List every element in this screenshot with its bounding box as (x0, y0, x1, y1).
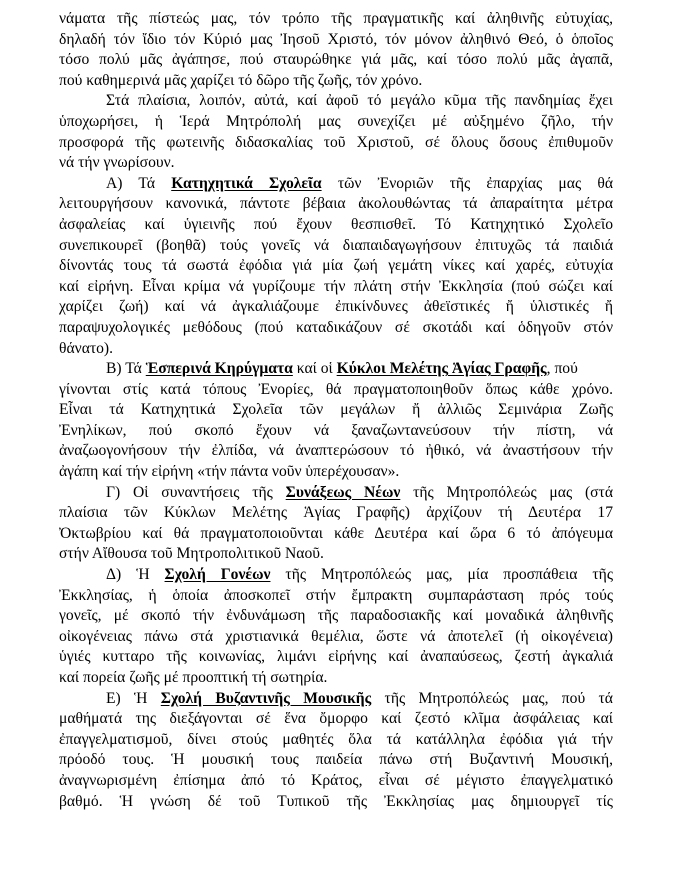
section-heading-line (59, 565, 613, 586)
section-c-youth-gathering (59, 483, 613, 565)
text-line: δηλαδή τόν ἴδιο τόν Κύριό μας Ἰησοῦ Χριστό, τόν μόνον ἀληθινό Θεό, ὁ ὁποῖος (59, 30, 613, 48)
section-first-rest: τῆς Μητροπόλεώς μας (στά (413, 483, 613, 501)
text-line: νάματα τῆς πίστεώς μας, τόν τρόπο τῆς πραγματικῆς καί ἀληθινῆς εὐτυχίας, (59, 10, 613, 27)
text-line: ἀναγνωρισμένη ἐπίσημα ἀπό τό Κράτος, εἶναι σέ μέγιστο ἐπαγγελματικό (59, 771, 613, 789)
text-line: τόσο πολύ μᾶς ἀγάπησε, πού σταυρώθηκε γιά μᾶς, καί τόσο πολύ μᾶς ἀγαπᾶ, (59, 51, 613, 69)
section-a-catechism-schools (59, 174, 613, 359)
section-label: Ε) (106, 689, 121, 707)
highlight-term: Σχολή Γονέων (164, 566, 271, 584)
text-line: ἀγάπη καί τήν εἰρήνη «τήν πάντα νοῦν ὑπερέχουσαν». (59, 463, 400, 481)
section-prefix: Ἡ (134, 689, 148, 707)
text-line: Ἐκκλησίας, ἡ ὁποία ἀποσκοπεῖ στήν ἔμπρακτη συμπαράσταση πρός τούς (59, 586, 613, 604)
section-d-parents-school (59, 565, 613, 689)
text-line: Ὀκτωβρίου καί θά πραγματοποιοῦνται κάθε Δευτέρα καί ὥρα 6 τό ἀπόγευμα (59, 524, 613, 542)
highlight-term-2: Κύκλοι Μελέτης Ἁγίας Γραφῆς (336, 360, 547, 378)
text-line: γίνονται στίς κατά τόπους Ἐνορίες, θά πραγματοποιηθοῦν ὅπως κάθε χρόνο. (59, 380, 613, 398)
section-prefix: Ἡ (136, 566, 150, 584)
text-line: ἀναζωογονήσουν τήν ἐλπίδα, νά ἀναπτερώσουν τό ἠθικό, νά ἀναστήσουν τήν (59, 442, 613, 460)
text-line: ἀσφαλείας καί ὑγιεινῆς πού ἔχουν θεσπισθεῖ. Τό Κατηχητικό Σχολεῖο (59, 215, 613, 233)
section-first-rest: , πού (546, 360, 578, 378)
document-page (59, 9, 613, 812)
text-line: στήν Αἴθουσα τοῦ Μητροπολιτικοῦ Ναοῦ. (59, 545, 324, 563)
text-line: καί πορεία ζωῆς μέ προοπτική τή σωτηρία. (59, 669, 328, 686)
text-line: λειτουργήσουν κανονικά, πάντοτε βέβαια ἀκολουθώντας τά ἀπαραίτητα μέτρα (59, 195, 613, 213)
text-line: ἐπαγγελματισμοῦ, δίνει στούς μαθητές ὅλα τά κατάλληλα ἐφόδια γιά τήν (59, 730, 613, 748)
section-prefix: Τά (125, 360, 142, 378)
section-first-rest: τῆς Μητροπόλεώς μας, πού τά (384, 689, 613, 707)
text-line: θάνατο). (59, 339, 114, 357)
text-line: πρόοδό τους. Ἡ μουσική τους παιδεία πάνω στή Βυζαντινή Μουσική, (59, 751, 613, 769)
section-b-evening-sermons (59, 359, 613, 483)
text-line: ὑγιές κυτταρο τῆς κοινωνίας, λιμάνι εἰρήνης καί ἀναπαύσεως, ζεστή ἀγκαλιά (59, 648, 613, 666)
section-label: Β) (106, 360, 122, 378)
text-line: Εἶναι τά Κατηχητικά Σχολεῖα τῶν μεγάλων ἤ ἀλλιῶς Σεμινάρια Ζωῆς (59, 401, 613, 419)
section-prefix: Οἱ συναντήσεις τῆς (133, 483, 273, 501)
text-line: χαρίζει ζωή) καί νά ἀγκαλιάζουμε ἐπικίνδυνες ἀθεϊστικές ἤ ὑλιστικές ἤ (59, 298, 613, 316)
section-heading-line (59, 174, 613, 195)
text-line: πλαίσια τῶν Κύκλων Μελέτης Ἁγίας Γραφῆς) ἀρχίζουν τή Δευτέρα 17 (59, 504, 613, 522)
highlight-term: Κατηχητικά Σχολεῖα (171, 174, 322, 192)
text-line: Στά πλαίσια, λοιπόν, αὐτά, καί ἀφοῦ τό μεγάλο κῦμα τῆς πανδημίας ἔχει (106, 92, 613, 110)
section-label: Α) (106, 174, 123, 192)
text-line: καί εἰρήνη. Εἶναι κρίμα νά γυρίζουμε τήν πλάτη στήν Ἐκκλησία (πού σώζει καί (59, 277, 613, 295)
section-first-rest: τῶν Ἐνοριῶν τῆς ἐπαρχίας μας θά (337, 174, 613, 192)
section-heading-line (59, 483, 613, 504)
section-label: Γ) (106, 483, 121, 501)
section-prefix: Τά (138, 174, 156, 192)
text-line: δίνοντάς τους τά σωστά ἐφόδια γιά μία ζωή γεμάτη νίκες καί χαρές, εὐτυχία (59, 257, 613, 275)
section-first-rest: τῆς Μητροπόλεώς μας, μία προσπάθεια τῆς (285, 566, 613, 584)
text-line: συνεπικουρεῖ (βοηθᾶ) τούς γονεῖς νά διαπαιδαγωγήσουν ἐπιτυχῶς τά παιδιά (59, 236, 613, 254)
section-e-byzantine-music-school (59, 689, 613, 813)
text-line: νά τήν γνωρίσουν. (59, 154, 175, 172)
text-line: βαθμό. Ἡ γνώση δέ τοῦ Τυπικοῦ τῆς Ἐκκλησίας μας δημιουργεῖ τίς (59, 792, 613, 810)
section-heading-line (59, 689, 613, 710)
highlight-term: Ἑσπερινά Κηρύγματα (145, 360, 293, 378)
section-middle: καί οἱ (296, 360, 333, 378)
text-line: ὑποχωρήσει, ἡ Ἱερά Μητρόπολή μας συνεχίζει μέ αὐξημένο ζῆλο, τήν (59, 112, 613, 130)
text-line: Ἐνηλίκων, πού σκοπό ἔχουν νά ξαναζωντανεύσουν τήν πίστη, νά (59, 421, 613, 439)
paragraph-context (59, 91, 613, 173)
text-line: γονεῖς, μέ σκοπό τήν ἐνδυνάμωση τῆς παραδοσιακῆς καί μοναδικά ἀληθινῆς (59, 607, 613, 625)
text-line: οἰκογένειας πάνω στά χριστιανικά θεμέλια, ὥστε νά ἀποτελεῖ (ἡ οἰκογένεια) (59, 627, 613, 645)
paragraph-intro-continued (59, 9, 613, 91)
text-line: πού καθημερινά μᾶς χαρίζει τό δῶρο τῆς ζωῆς, τόν χρόνο. (59, 71, 423, 89)
section-heading-line (59, 359, 613, 380)
text-line: προσφορά τῆς φωτεινῆς διδασκαλίας τοῦ Χριστοῦ, σέ ὅλους ὅσους ἐπιθυμοῦν (59, 133, 613, 151)
section-label: Δ) (106, 566, 122, 584)
text-line: παραψυχολογικές μεθόδους (πού καταδικάζουν σέ σκοτάδι καί ὁδηγοῦν στόν (59, 318, 613, 336)
text-line: μαθήματά της διεξάγονται σέ ἕνα ὄμορφο καί ζεστό κλῖμα ἀσφάλειας καί (59, 710, 613, 728)
highlight-term: Συνάξεως Νέων (285, 483, 401, 501)
highlight-term: Σχολή Βυζαντινῆς Μουσικῆς (160, 689, 372, 707)
